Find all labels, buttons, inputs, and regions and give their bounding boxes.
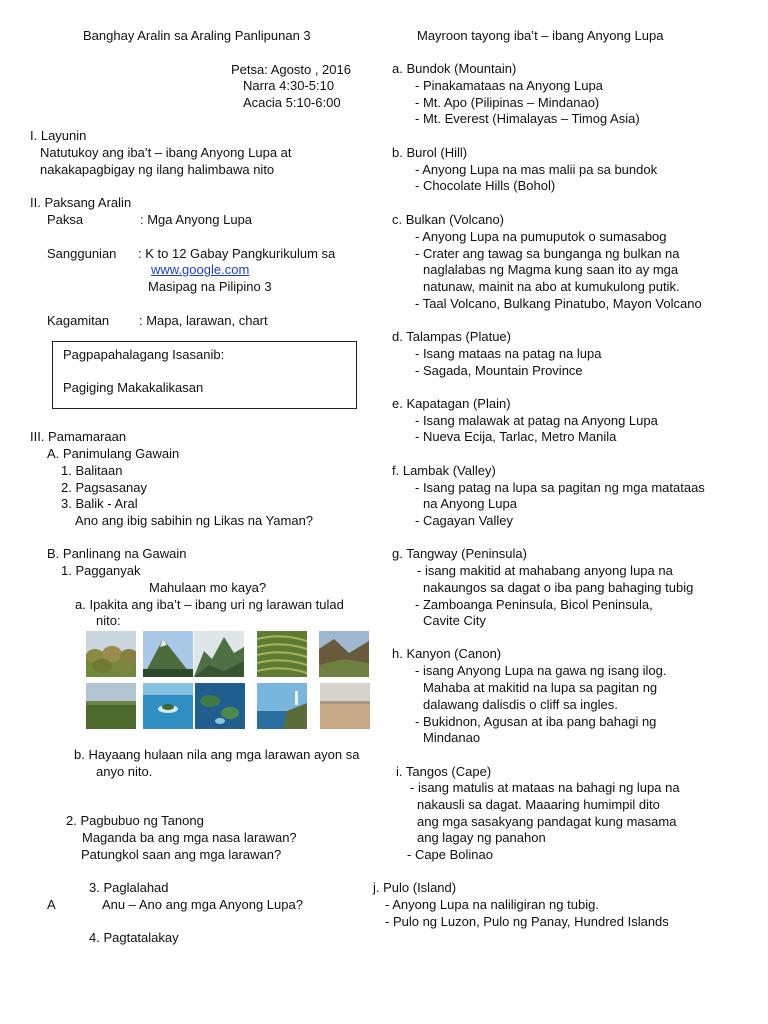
balitaan: 1. Balitaan bbox=[61, 463, 123, 478]
lambak-item-1: - Isang patag na lupa sa pagitan ng mga matataas bbox=[415, 480, 705, 495]
aerial-islands-photo bbox=[195, 683, 245, 729]
anyong-lupa-title: Mayroon tayong iba’t – ibang Anyong Lupa bbox=[417, 28, 664, 43]
hayaang-line-2: anyo nito. bbox=[96, 764, 153, 779]
chocolate-hills-photo bbox=[86, 631, 136, 677]
bundok-item-2: - Mt. Apo (Pilipinas – Mindanao) bbox=[415, 95, 600, 110]
pagganyak: 1. Pagganyak bbox=[61, 563, 141, 578]
talampas-heading: d. Talampas (Platue) bbox=[392, 329, 511, 344]
bulkan-item-2c: natunaw, mainit na abo at kumukulong putik. bbox=[423, 279, 680, 294]
burol-item-1: - Anyong Lupa na mas malii pa sa bundok bbox=[415, 162, 658, 177]
google-link[interactable]: www.google.com bbox=[151, 262, 250, 277]
tangos-item-1d: ang lagay ng panahon bbox=[417, 830, 546, 845]
paksa-value: : Mga Anyong Lupa bbox=[140, 212, 253, 227]
kanyon-heading: h. Kanyon (Canon) bbox=[392, 646, 502, 661]
bulkan-heading: c. Bulkan (Volcano) bbox=[392, 212, 505, 227]
kanyon-item-2: - Bukidnon, Agusan at iba pang bahagi ng bbox=[415, 714, 657, 729]
paksang-aralin-heading: II. Paksang Aralin bbox=[30, 195, 132, 210]
sea-island-photo bbox=[143, 683, 193, 729]
green-mountains-photo bbox=[194, 631, 244, 677]
pamamaraan-heading: III. Pamamaraan bbox=[30, 429, 127, 444]
kagamitan-label: Kagamitan bbox=[47, 313, 110, 328]
panimulang-gawain: A. Panimulang Gawain bbox=[47, 446, 180, 461]
tangway-item-1b: nakaungos sa dagat o iba pang bahaging tubig bbox=[423, 580, 694, 595]
layunin-text-2: nakakapagbigay ng ilang halimbawa nito bbox=[40, 162, 275, 177]
layunin-text-1: Natutukoy ang iba’t – ibang Anyong Lupa at bbox=[40, 145, 292, 160]
pagtatalakay: 4. Pagtatalakay bbox=[89, 930, 179, 945]
tangway-item-1: - isang makitid at mahabang anyong lupa na bbox=[417, 563, 673, 578]
sanggunian-book: Masipag na Pilipino 3 bbox=[148, 279, 272, 294]
pulo-item-2: - Pulo ng Luzon, Pulo ng Panay, Hundred Islands bbox=[385, 914, 669, 929]
lambak-item-2: - Cagayan Valley bbox=[415, 513, 514, 528]
tangos-item-1c: ang mga sasakyang pandagat kung masama bbox=[417, 814, 677, 829]
talampas-item-1: - Isang mataas na patag na lupa bbox=[415, 346, 602, 361]
tangway-item-2: - Zamboanga Peninsula, Bicol Peninsula, bbox=[415, 597, 653, 612]
tangos-item-1b: nakausli sa dagat. Maaaring humimpil dito bbox=[417, 797, 660, 812]
tanong-2: Patungkol saan ang mga larawan? bbox=[81, 847, 282, 862]
paglalahad: 3. Paglalahad bbox=[89, 880, 169, 895]
mountain-peak-photo bbox=[143, 631, 193, 677]
anu-question: Anu – Ano ang mga Anyong Lupa? bbox=[102, 897, 303, 912]
bundok-item-3: - Mt. Everest (Himalayas – Timog Asia) bbox=[415, 111, 640, 126]
kanyon-item-1b: Mahaba at makitid na lupa sa pagitan ng bbox=[423, 680, 658, 695]
pulo-item-1: - Anyong Lupa na naliligiran ng tubig. bbox=[385, 897, 599, 912]
paksa-label: Paksa bbox=[47, 212, 84, 227]
ipakita-line-1: a. Ipakita ang iba’t – ibang uri ng larawan tulad bbox=[75, 597, 344, 612]
pagsasanay: 2. Pagsasanay bbox=[61, 480, 148, 495]
tanong-1: Maganda ba ang mga nasa larawan? bbox=[82, 830, 297, 845]
kanyon-item-2b: Mindanao bbox=[423, 730, 481, 745]
tangos-heading: i. Tangos (Cape) bbox=[396, 764, 492, 779]
pagpapahalaga-value: Pagiging Makakalikasan bbox=[63, 380, 204, 395]
likas-yaman-question: Ano ang ibig sabihin ng Likas na Yaman? bbox=[75, 513, 314, 528]
pagpapahalaga-label: Pagpapahalagang Isasanib: bbox=[63, 347, 225, 362]
bulkan-item-2: - Crater ang tawag sa bunganga ng bulkan na bbox=[415, 246, 680, 261]
layunin-heading: I. Layunin bbox=[30, 128, 87, 143]
a-marker: A bbox=[47, 897, 56, 912]
kanyon-item-1c: dalawang dalisdis o cliff sa ingles. bbox=[423, 697, 618, 712]
tangway-heading: g. Tangway (Peninsula) bbox=[392, 546, 527, 561]
sanggunian-value: : K to 12 Gabay Pangkurikulum sa bbox=[138, 246, 336, 261]
kagamitan-value: : Mapa, larawan, chart bbox=[139, 313, 268, 328]
bulkan-item-1: - Anyong Lupa na pumuputok o sumasabog bbox=[415, 229, 667, 244]
grass-plain-photo bbox=[86, 683, 136, 729]
rice-terraces-photo bbox=[257, 631, 307, 677]
cape-lighthouse-photo bbox=[257, 683, 307, 729]
bulkan-item-2b: naglalabas ng Magma kung saan ito ay mga bbox=[423, 262, 679, 277]
tangos-item-1: - isang matulis at mataas na bahagi ng lupa na bbox=[410, 780, 680, 795]
lambak-item-1b: na Anyong Lupa bbox=[423, 496, 517, 511]
ipakita-line-2: nito: bbox=[96, 613, 121, 628]
sandy-plain-photo bbox=[320, 683, 370, 729]
pagbubuo-tanong: 2. Pagbubuo ng Tanong bbox=[66, 813, 204, 828]
kapatagan-item-1: - Isang malawak at patag na Anyong Lupa bbox=[415, 413, 658, 428]
talampas-item-2: - Sagada, Mountain Province bbox=[415, 363, 583, 378]
burol-item-2: - Chocolate Hills (Bohol) bbox=[415, 178, 556, 193]
bundok-item-1: - Pinakamataas na Anyong Lupa bbox=[415, 78, 603, 93]
mahulaan-prompt: Mahulaan mo kaya? bbox=[149, 580, 267, 595]
pulo-heading: j. Pulo (Island) bbox=[373, 880, 457, 895]
bulkan-item-3: - Taal Volcano, Bulkang Pinatubo, Mayon Volcano bbox=[415, 296, 702, 311]
sanggunian-label: Sanggunian bbox=[47, 246, 117, 261]
bundok-heading: a. Bundok (Mountain) bbox=[392, 61, 517, 76]
petsa-date: Petsa: Agosto , 2016 bbox=[231, 62, 351, 77]
tangway-item-2b: Cavite City bbox=[423, 613, 486, 628]
hayaang-line-1: b. Hayaang hulaan nila ang mga larawan ayon sa bbox=[74, 747, 360, 762]
balik-aral: 3. Balik - Aral bbox=[61, 496, 138, 511]
kapatagan-item-2: - Nueva Ecija, Tarlac, Metro Manila bbox=[415, 429, 617, 444]
lesson-title: Banghay Aralin sa Araling Panlipunan 3 bbox=[83, 28, 311, 43]
lambak-heading: f. Lambak (Valley) bbox=[392, 463, 496, 478]
panlinang-gawain: B. Panlinang na Gawain bbox=[47, 546, 187, 561]
kapatagan-heading: e. Kapatagan (Plain) bbox=[392, 396, 511, 411]
burol-heading: b. Burol (Hill) bbox=[392, 145, 468, 160]
acacia-schedule: Acacia 5:10-6:00 bbox=[243, 95, 341, 110]
tangos-item-2: - Cape Bolinao bbox=[407, 847, 493, 862]
narra-schedule: Narra 4:30-5:10 bbox=[243, 78, 335, 93]
valley-photo bbox=[319, 631, 369, 677]
kanyon-item-1: - isang Anyong Lupa na gawa ng isang ilog. bbox=[415, 663, 667, 678]
